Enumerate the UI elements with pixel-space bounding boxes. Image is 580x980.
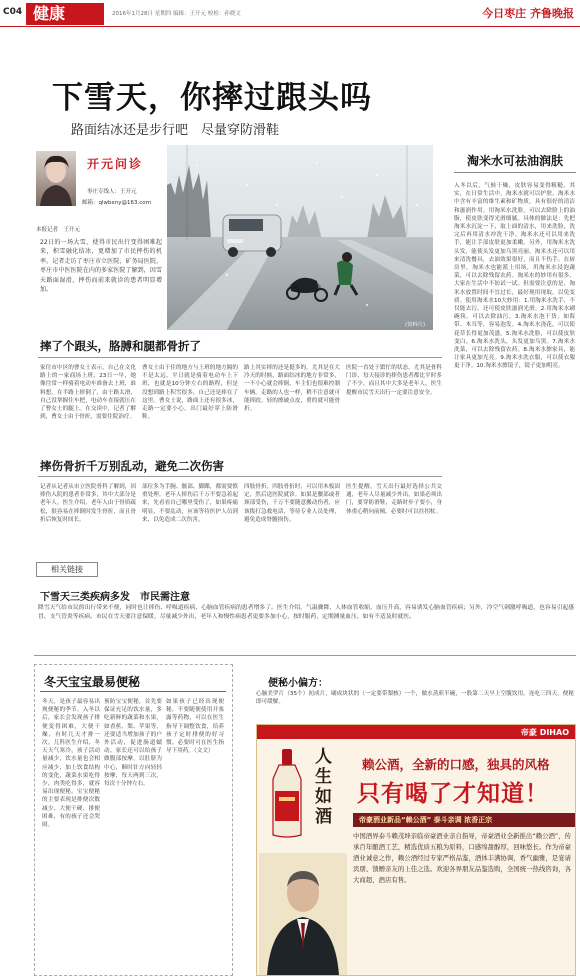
baby-title-rule — [40, 691, 226, 692]
byline: 本报记者 王开元 — [36, 227, 81, 233]
column-contact: 枣庄专线人：王开元 — [87, 189, 137, 195]
master-brewer-portrait-icon — [259, 853, 347, 975]
snowy-road-fall-photo-icon — [167, 145, 433, 330]
baby-article-title: 冬天宝宝最易便秘 — [44, 675, 141, 689]
section2-rule — [38, 476, 442, 477]
side-article-title: 淘米水可祛油润肤 — [466, 154, 563, 168]
related-link-box: 相关链接 — [36, 562, 98, 577]
bottom-divider — [34, 655, 576, 656]
baby-col1: 冬天，是孩子最容易出现便秘的季节。入冬以后，家长会发现孩子排便变得困难，大便干燥，有时几天才排一次。儿科医生介绍，冬天天气寒冷，孩子活动量减少，饮水量也会相应减少，加上饮食结构的变化，蔬菜水果吃得少，肉类吃得多，就容易出现便秘。宝宝便秘的主要表现是排便次数减少、大便干硬、排便困难，有的孩子还会哭闹。 — [42, 699, 100, 829]
side-title-rule — [454, 172, 576, 173]
section1-rule — [38, 357, 442, 358]
section2-col4: 医生提醒，雪天出行最好选择公共交通，老年人尽量减少外出，如果必须出门，要穿防滑鞋，走路时步子要小，身体重心稍向前倾，必要时可以拄拐杖。 — [346, 484, 442, 515]
newspaper-brand: 今日枣庄 齐鲁晚报 — [482, 7, 574, 20]
baby-col3: 如果孩子已经出现便秘，不要随便使用开塞露等药物，可以在医生指导下调整饮食，培养孩子定时排便的好习惯。必要时可在医生指导下用药。（文文） — [166, 699, 224, 755]
related-title: 下雪天三类疾病多发 市民需注意 — [40, 592, 190, 603]
columnist-portrait-icon — [36, 151, 76, 206]
remedy-title: 便秘小偏方： — [268, 678, 328, 689]
side-article-body: 入冬以后，气候干燥，皮肤容易变得粗糙。其实，在日常生活中，淘米水就可以护肤。淘米水中含有丰富的维生素和矿物质，具有很好的清洁和滋润作用。用淘米水洗脸，可以去除脸上的油脂，使皮肤变得光滑细腻。具体的做法是：先把淘米水沉淀一下，取上面的清水，用来洗脸，洗完后再用清水冲洗干净。淘米水还可以用来洗手，能让手部皮肤更加柔嫩。另外，用淘米水洗头发，能使头发更加乌黑亮丽。淘米水还可以用来清洗餐具，去油效果很好，而且不伤手。在厨房里，淘米水也能派上用场，用淘米水浸泡蔬菜，可以去除残留农药。淘米水的妙用有很多，大家在生活中不妨试一试。但需要注意的是，淘米水放置时间不宜过长，最好现用现取，以免变质。使用淘米水10大妙用：1.用淘米水洗手，不仅能去污，还可使皮肤滋润光滑。2.用淘米水刷碗筷，可以去除油污。3.淘米水泡干货，如海带、木耳等，容易泡发。4.淘米水浇花，可以使花草长得更加茂盛。5.淘米水洗脸，可以使皮肤变白。6.淘米水洗头，头发更加乌黑。7.淘米水洗菜，可以去除残留农药。8.淘米水擦家具，能让家具更加光亮。9.淘米水洗衣服，可以使衣服更干净。10.淘米水擦镜子，镜子更加明亮。 — [454, 183, 575, 370]
issue-meta: 2016年1月28日 星期四 编辑：王开元 校检：孙晓文 — [112, 11, 241, 17]
column-email: 邮箱：qlwbxny@163.com — [82, 200, 151, 206]
baby-col2: 预防宝宝便秘，首先要保证充足的饮水量，多吃新鲜的蔬菜和水果，如香蕉、梨、苹果等，还要适当增加孩子的户外活动，促进肠道蠕动。家长还可以给孩子做腹部按摩，以肚脐为中心，顺时针方向轻轻按摩，每天两到三次，每次十分钟左右。 — [104, 699, 162, 788]
column-title: 开元问诊 — [87, 157, 144, 171]
ad-slogan: 赖公酒，全新的口感，独具的风格 — [362, 757, 550, 772]
section-name: 健康 — [33, 4, 66, 23]
related-body: 降雪天气给市民的出行带来不便，同时也让摔伤、呼吸道疾病、心脑血管疾病的患者增多了。医生介绍，气温骤降，人体血管收缩，血压升高，容易诱发心脑血管疾病；另外，冷空气刺激呼吸道，也容易引起感冒、支气管炎等疾病。市民在雪天要注意保暖，尽量减少外出，老年人和慢性病患者更要多加小心，按时服药，定期测量血压，如有不适及时就医。 — [38, 605, 574, 620]
section1-title: 摔了个跟头，胳膊和腿都骨折了 — [40, 339, 201, 353]
page-number: C04 — [3, 7, 23, 17]
intro-paragraph: 22日的一场大雪，使得市民出行变得困难起来，积雪融化结冰，更增加了市民摔伤的机率。记者走访了枣庄市立医院、矿务局医院、枣庄市中医医院在内的多家医院了解到，因雪天路面湿滑，摔伤而前来就诊的患者明显增加。 — [40, 239, 162, 294]
ad-calligraphy: 人生如酒 — [315, 747, 332, 827]
photo-credit: (资料片) — [405, 322, 426, 328]
section1-col2: 曹女士由于住的地方与上班的地方隔的不是太远，平日就是骑着电动车上下班，也就是10分钟左右的路程，但是没想到路上积雪很多，自己还是摔在了这里。曹女士说，路面上还有很多冰，走路一定要小心，出门最好穿上防滑鞋。 — [142, 365, 238, 421]
header-rule — [0, 26, 580, 27]
section2-col3: 四肢骨折，四肢骨折时，可以用木板固定，然后送医院就诊。如果是腰部或者颈部受伤，千万不要随意搬动伤者，应该拨打急救电话，等待专业人员处理，避免造成脊髓损伤。 — [244, 484, 340, 523]
ad-band-text: 帝豪酒业新品“赖公酒” 泰斗亲调 浓香正宗 — [359, 816, 493, 824]
section1-col1: 家住市中区的曹女士表示，自己在文化路上的一家商场上班，23日一早，她像往常一样骑着电动车准备去上班，谁料想，在半路上摔倒了，由于路太滑，自己没掌握住车把，电动车直接就压在了曹女士的腿上。在交谈中，记者了解到，曹女士由于骨折，需要住院治疗。 — [40, 365, 136, 421]
section2-col2: 部位多为手腕、髋部、脚踝，都需要慎重处理。老年人摔伤后千万不要急着起来，先看看自己哪里受伤了，如果疼痛明显，不要乱动，应该等待医护人员到来，以免造成二次伤害。 — [142, 484, 238, 523]
ad-body: 中国酒界泰斗赖茂坤亲临帝豪酒业亲自指导，帝豪酒业全新推出“赖公酒”，传承百年酿酒工艺，精选优质五粮为原料，口感绵甜醇厚，回味悠长。作为帝豪酒业诚意之作，赖公酒经过专家严格品鉴，酒体丰满协调，香气幽雅，是宴请宾朋、馈赠亲友的上佳之选。欢迎各界朋友品鉴选购，全国统一热线咨询，各大商超、酒店有售。 — [353, 832, 571, 884]
ad-logo: 帝豪 DIHAO — [520, 728, 569, 737]
section1-col4: 医院一直处于繁忙的状态，尤其是骨科门诊，每天接诊的摔伤患者都比平时多了不少，而且其中大多是老年人，医生提醒市民雪天出行一定要注意安全。 — [346, 365, 442, 396]
headline: 下雪天，你摔过跟头吗 — [52, 80, 372, 116]
section1-col3: 路上其实摔的还是挺多的，尤其是在大冷天的时候，路面结冰的地方非常多，一不小心就会摔倒，车主们也很难控制车辆。走路的人也一样，稍不注意就可能摔跤，轻的擦破点皮，重的就可能骨折。 — [244, 365, 340, 413]
subheadline: 路面结冰还是步行吧 尽量穿防滑鞋 — [71, 123, 280, 138]
liquor-bottle-icon — [265, 747, 309, 839]
section2-title: 摔伤骨折千万别乱动，避免二次伤害 — [40, 459, 224, 473]
column-box — [36, 151, 160, 223]
ad-headline: 只有喝了才知道！ — [357, 781, 549, 807]
remedy-body: 心脑美罗片（35个）初成片，刷成块状的（一定要带梨核）一个，做水蒸煎半碗，一股第二天早上空腹饮用，连吃三四天，便秘即可缓解。 — [256, 691, 574, 706]
liquor-advertisement — [256, 724, 576, 976]
section2-col1: 记者从记者从市立医院骨科了解到，因摔伤入院的患者非常多，其中大部分是老年人。医生介绍，老年人由于骨质疏松，很容易在摔倒时发生骨折，而且骨折后恢复时间长。 — [40, 484, 136, 523]
page-header — [0, 0, 580, 27]
